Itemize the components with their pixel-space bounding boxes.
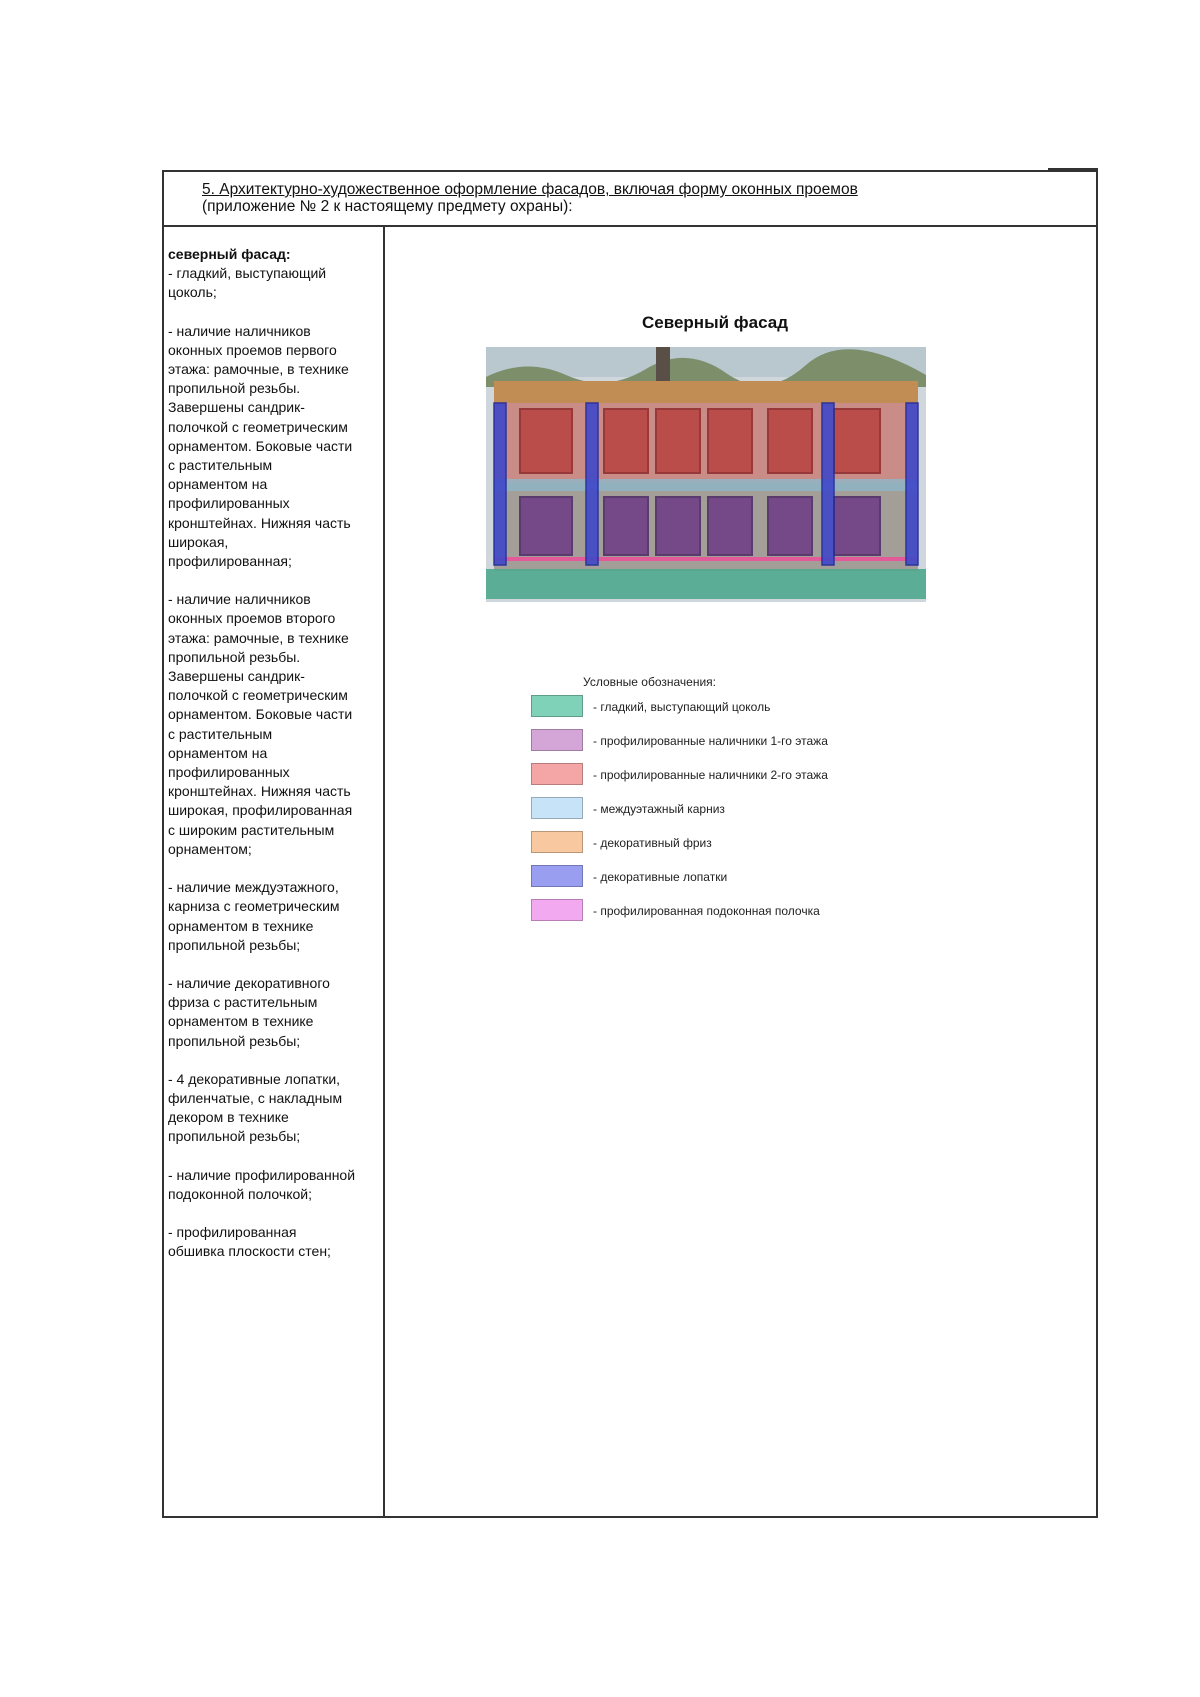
legend xyxy=(531,695,951,933)
legend-swatch xyxy=(531,695,583,717)
legend-label: - профилированные наличники 2-го этажа xyxy=(593,768,828,782)
illustration-column xyxy=(385,227,1096,1516)
description-item: - наличие междуэтажного, карниза с геометрическим орнаментом в технике пропильной резьбы; xyxy=(168,879,340,953)
section-subtitle: (приложение № 2 к настоящему предмету охраны): xyxy=(202,198,573,215)
legend-item xyxy=(531,763,951,787)
description-item: - профилированная обшивка плоскости стен; xyxy=(168,1223,331,1260)
legend-swatch xyxy=(531,729,583,751)
legend-item xyxy=(531,797,951,821)
protection-subject-table xyxy=(162,170,1098,1518)
description-item: - наличие декоративного фриза с растительным орнаментом в технике пропильной резьбы; xyxy=(168,974,330,1049)
legend-item xyxy=(531,831,951,855)
description-item: - наличие наличников оконных проемов второго этажа: рамочные, в технике пропильной резьбы. Завершены сандрик- полочкой с геометрическим орнаментом. Боковые части с растительным орнаментом на профилированных кронштейнах. Нижняя часть широкая, профилированная с широким растительным орнаментом; xyxy=(168,591,353,857)
legend-swatch xyxy=(531,763,583,785)
legend-item xyxy=(531,729,951,753)
north-facade-photo xyxy=(486,347,926,602)
description-item: - 4 декоративные лопатки, филенчатые, с накладным декором в технике пропильной резьбы; xyxy=(168,1070,343,1145)
section-header xyxy=(164,172,1096,227)
legend-caption: Условные обозначения: xyxy=(583,675,716,689)
description-item: - гладкий, выступающий цоколь; xyxy=(168,265,327,301)
legend-item xyxy=(531,899,951,923)
legend-label: - декоративный фриз xyxy=(593,836,712,850)
description-item: - наличие наличников оконных проемов первого этажа: рамочные, в технике пропильной резьбы. Завершены сандрик- полочкой с геометрическим орнаментом. Боковые части с растительным орнаментом на профилированных кронштейнах. Нижняя часть широкая, профилированная; xyxy=(168,322,353,570)
description-text xyxy=(168,245,380,1280)
facade-heading: северный фасад: xyxy=(168,246,291,262)
legend-swatch xyxy=(531,831,583,853)
legend-label: - профилированная подоконная полочка xyxy=(593,904,820,918)
legend-label: - профилированные наличники 1-го этажа xyxy=(593,734,828,748)
description-column xyxy=(164,227,385,1516)
legend-item xyxy=(531,865,951,889)
legend-swatch xyxy=(531,899,583,921)
legend-label: - декоративные лопатки xyxy=(593,870,728,884)
legend-item xyxy=(531,695,951,719)
legend-swatch xyxy=(531,797,583,819)
description-item: - наличие профилированной подоконной полочкой; xyxy=(168,1166,356,1202)
legend-label: - междуэтажный карниз xyxy=(593,802,725,816)
legend-label: - гладкий, выступающий цоколь xyxy=(593,700,771,714)
section-title: 5. Архитектурно-художественное оформление фасадов, включая форму оконных проемов xyxy=(202,181,858,198)
legend-swatch xyxy=(531,865,583,887)
figure-title: Северный фасад xyxy=(642,313,788,332)
